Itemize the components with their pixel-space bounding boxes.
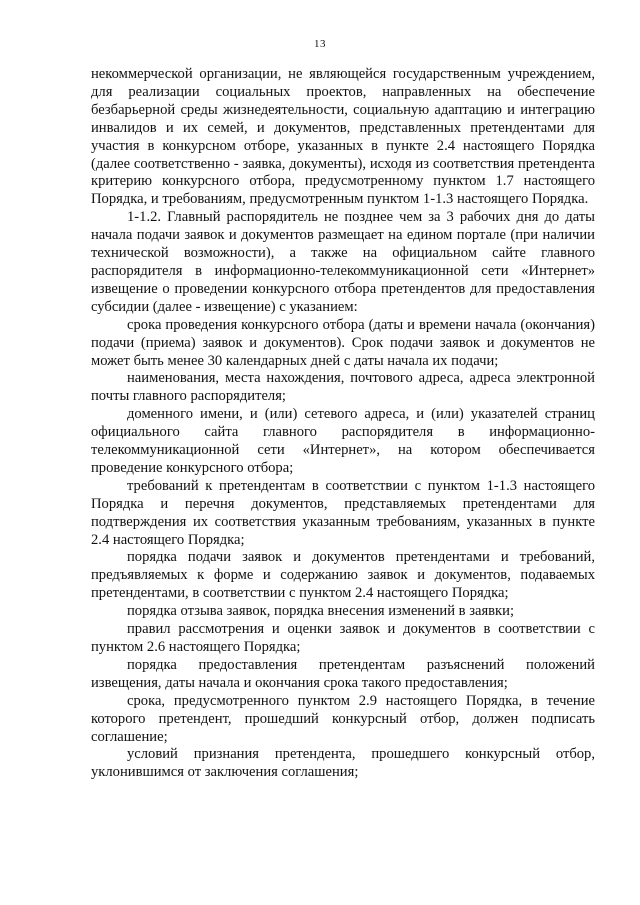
list-item-evasion-conditions: условий признания претендента, прошедшего конкурсный отбор, уклонившимся от заключения соглашения; (91, 746, 595, 781)
paragraph-clause-1-1-2: 1-1.2. Главный распорядитель не позднее чем за 3 рабочих дня до даты начала подачи заявок и документов размещает на едином портале (при наличии технической возможности), а также на официальном сайте главного распорядителя в информационно-телекоммуникационной сети «Интернет» извещение о проведении конкурсного отбора претендентов для предоставления субсидии (далее - извещение) с указанием: (91, 209, 595, 315)
list-item-applicant-requirements: требований к претендентам в соответствии с пунктом 1-1.3 настоящего Порядка и перечня документов, представляемых претендентами для подтверждения их соответствия указанным требованиям, указанных в пункте 2.4 настоящего Порядка; (91, 477, 595, 548)
list-item-distributor-name-address: наименования, места нахождения, почтового адреса, адреса электронной почты главного распорядителя; (91, 370, 595, 405)
paragraph-continuation: некоммерческой организации, не являющейся государственным учреждением, для реализации социальных проектов, направленных на обеспечение безбарьерной среды жизнедеятельности, социальную адаптацию и интеграцию инвалидов и их семей, и документов, представленных претендентами для участия в конкурсном отборе, указанных в пункте 2.4 настоящего Порядка (далее соответственно - заявка, документы), исходя из соответствия претендента критерию конкурсного отбора, предусмотренному пунктом 1.7 настоящего Порядка, и требованиям, предусмотренным пунктом 1-1.3 настоящего Порядка. (91, 66, 595, 208)
list-item-signing-period: срока, предусмотренного пунктом 2.9 настоящего Порядка, в течение которого претендент, прошедший конкурсный отбор, должен подписать соглашение; (91, 692, 595, 745)
list-item-domain-name: доменного имени, и (или) сетевого адреса, и (или) указателей страниц официального сайта главного распорядителя в информационно-телекоммуникационной сети «Интернет», на котором обеспечивается проведение конкурсного отбора; (91, 406, 595, 476)
list-item-selection-period: срока проведения конкурсного отбора (даты и времени начала (окончания) подачи (приема) заявок и документов). Срок подачи заявок и документов не может быть менее 30 календарных дней с даты начала их подачи; (91, 316, 595, 369)
page-number: 13 (314, 38, 326, 50)
list-item-clarification-procedure: порядка предоставления претендентам разъяснений положений извещения, даты начала и окончания срока такого предоставления; (91, 656, 595, 691)
list-item-withdrawal-procedure: порядка отзыва заявок, порядка внесения изменений в заявки; (127, 603, 514, 620)
list-item-submission-procedure: порядка подачи заявок и документов претендентами и требований, предъявляемых к форме и содержанию заявок и документов, подаваемых претендентами, в соответствии с пунктом 2.4 настоящего Порядка; (91, 549, 595, 602)
list-item-review-rules: правил рассмотрения и оценки заявок и документов в соответствии с пунктом 2.6 настоящего Порядка; (91, 621, 595, 655)
document-body (91, 66, 595, 782)
